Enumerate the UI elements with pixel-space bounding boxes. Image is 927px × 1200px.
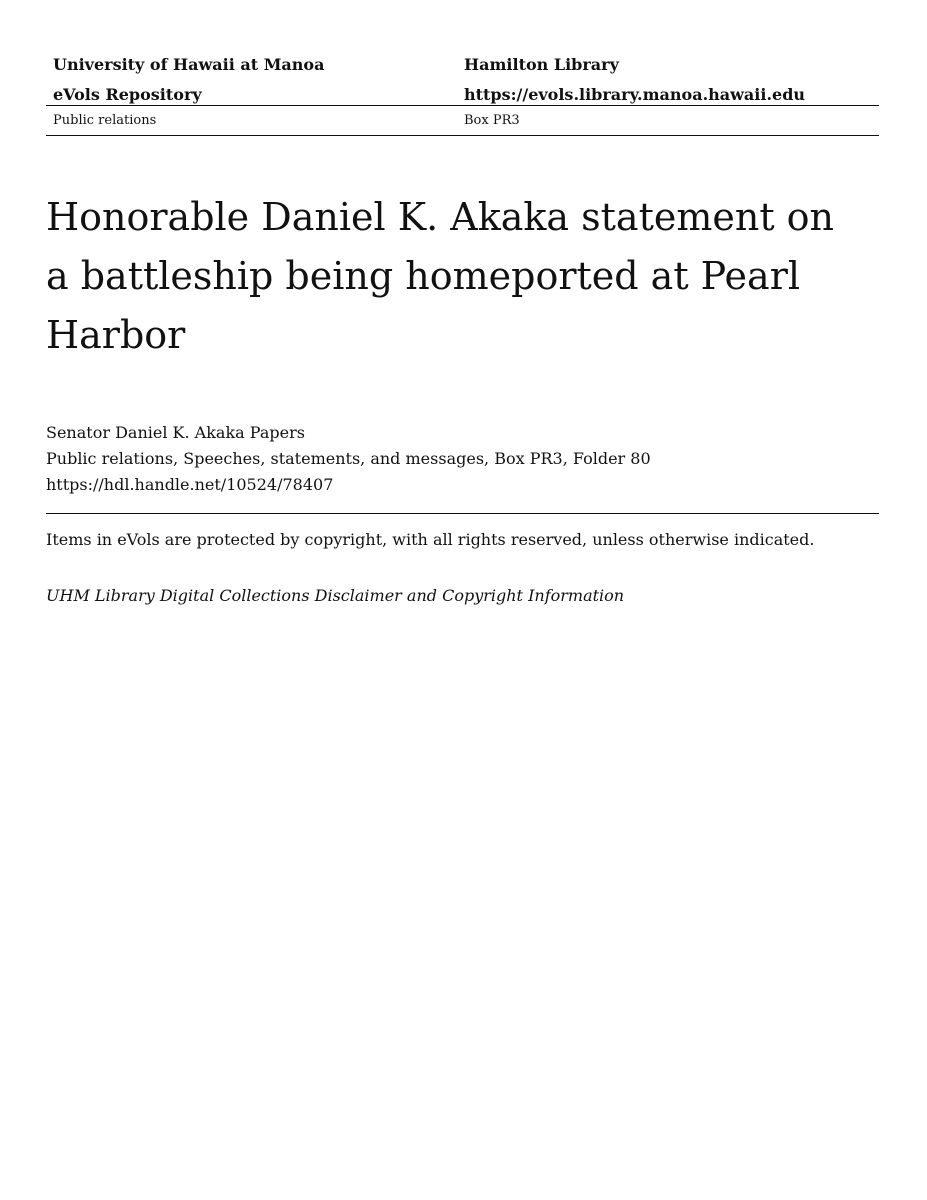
handle-link[interactable]: https://hdl.handle.net/10524/78407: [46, 475, 334, 494]
document-title: Honorable Daniel K. Akaka statement on a battleship being homeported at Pearl Harbor: [46, 195, 835, 357]
document-metadata: [46, 420, 651, 498]
collection-name: Senator Daniel K. Akaka Papers: [46, 423, 305, 442]
repository-name: eVols Repository: [53, 85, 202, 104]
header-row-2: [46, 82, 879, 106]
header-row-3: [46, 106, 879, 136]
library-name: Hamilton Library: [464, 55, 619, 74]
collection-series: Public relations: [53, 112, 157, 128]
folder-location: Public relations, Speeches, statements, and messages, Box PR3, Folder 80: [46, 449, 651, 468]
divider: [46, 513, 879, 514]
disclaimer-link[interactable]: UHM Library Digital Collections Disclaimer and Copyright Information: [46, 586, 625, 605]
rights-statement: Items in eVols are protected by copyright, with all rights reserved, unless otherwise indicated.: [46, 530, 815, 549]
repository-url-link[interactable]: https://evols.library.manoa.hawaii.edu: [464, 85, 806, 104]
institution-name: University of Hawaii at Manoa: [53, 55, 325, 74]
header-table: [46, 52, 879, 136]
header-row-1: [46, 52, 879, 82]
box-label: Box PR3: [464, 112, 520, 128]
